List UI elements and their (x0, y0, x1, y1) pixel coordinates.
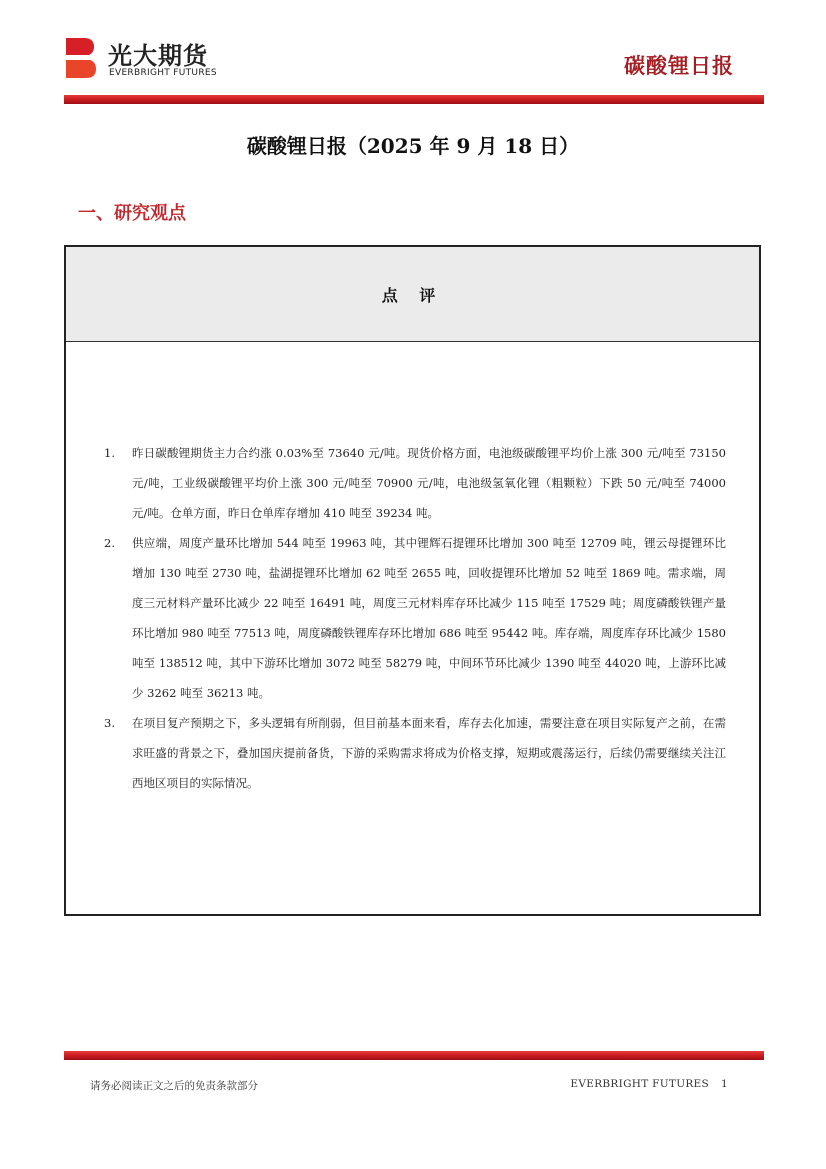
commentary-box (64, 245, 761, 916)
document-title: 碳酸锂日报（2025 年 9 月 18 日） (246, 134, 580, 158)
list-item (104, 438, 726, 528)
list-item-number: 1. (104, 446, 115, 460)
company-name-en: EVERBRIGHT FUTURES (109, 68, 217, 78)
everbright-logo-icon (64, 36, 98, 80)
commentary-box-header: 点 评 (66, 247, 759, 342)
list-item (104, 528, 726, 708)
list-item (104, 708, 726, 798)
footer-company: EVERBRIGHT FUTURES (570, 1078, 710, 1090)
company-name-cn: 光大期货 (108, 42, 208, 70)
page-number: 1 (721, 1078, 728, 1090)
footer-brand (570, 1078, 728, 1090)
list-item-number: 2. (104, 536, 115, 550)
list-item-text: 昨日碳酸锂期货主力合约涨 0.03%至 73640 元/吨。现货价格方面，电池级碳酸锂平均价上涨 300 元/吨至 73150 元/吨，工业级碳酸锂平均价上涨 300 元/吨至 70900 元/吨，电池级氢氧化锂（粗颗粒）下跌 50 元/吨至 74000 元/吨。仓单方面，昨日仓单库存增加 410 吨至 39234 吨。 (132, 446, 726, 520)
footer-divider (64, 1051, 764, 1060)
footer-disclaimer: 请务必阅读正文之后的免责条款部分 (90, 1080, 258, 1092)
commentary-list (104, 438, 726, 798)
list-item-number: 3. (104, 716, 115, 730)
list-item-text: 在项目复产预期之下，多头逻辑有所削弱，但目前基本面来看，库存去化加速，需要注意在项目实际复产之前，在需求旺盛的背景之下，叠加国庆提前备货，下游的采购需求将成为价格支撑，短期或震荡运行，后续仍需要继续关注江西地区项目的实际情况。 (132, 716, 726, 790)
list-item-text: 供应端，周度产量环比增加 544 吨至 19963 吨，其中锂辉石提锂环比增加 300 吨至 12709 吨，锂云母提锂环比增加 130 吨至 2730 吨，盐湖提锂环比增加 62 吨至 2655 吨，回收提锂环比增加 52 吨至 1869 吨。需求端，周度三元材料产量环比减少 22 吨至 16491 吨，周度三元材料库存环比减少 115 吨至 17529 吨；周度磷酸铁锂产量环比增加 980 吨至 77513 吨，周度磷酸铁锂库存环比增加 686 吨至 95442 吨。库存端，周度库存环比减少 1580 吨至 138512 吨，其中下游环比增加 3072 吨至 58279 吨，中间环节环比减少 1390 吨至 44020 吨，上游环比减少 3262 吨至 36213 吨。 (132, 536, 726, 700)
header-divider (64, 95, 764, 104)
section-heading: 一、研究观点 (78, 203, 186, 224)
report-name: 碳酸锂日报 (624, 54, 734, 78)
